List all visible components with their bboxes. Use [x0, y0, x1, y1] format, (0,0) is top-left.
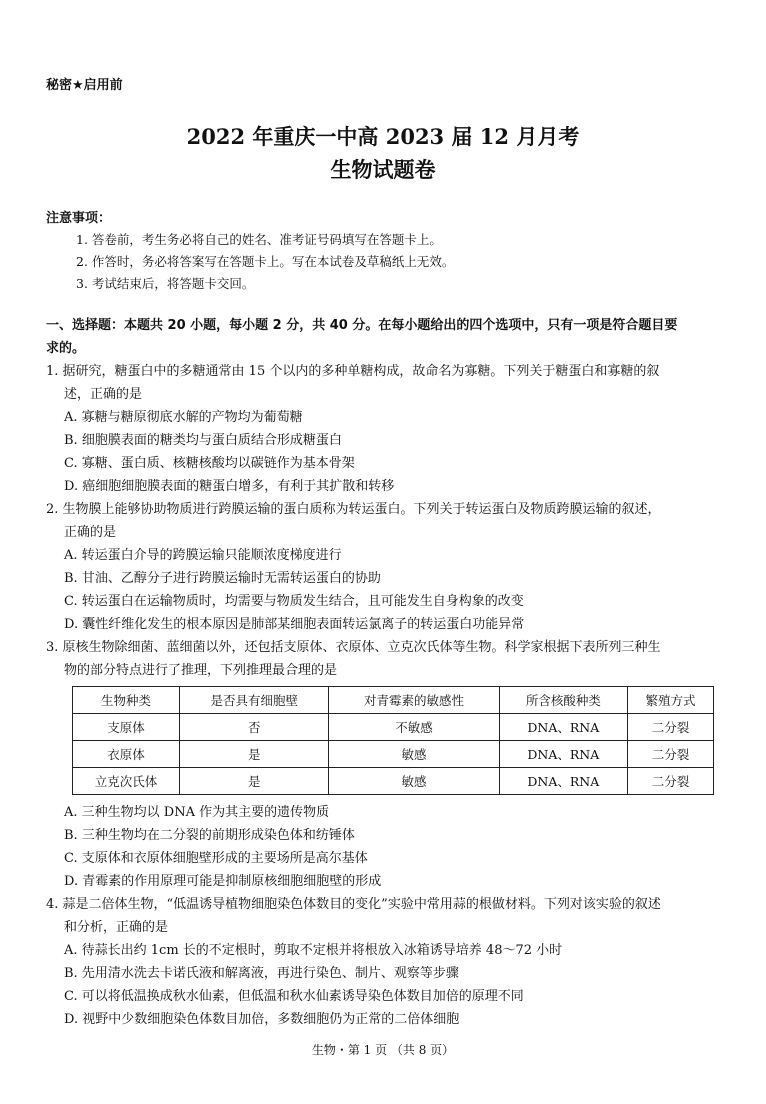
table-header-cell: 所含核酸种类 [499, 687, 627, 714]
table-cell: 否 [180, 714, 329, 741]
section-heading-line: 求的。 [46, 341, 86, 356]
option: D. 青霉素的作用原理可能是抑制原核细胞细胞壁的形成 [64, 874, 382, 889]
option: C. 可以将低温换成秋水仙素，但低温和秋水仙素诱导染色体数目加倍的原理不同 [64, 989, 524, 1004]
table-cell: 是 [180, 741, 329, 768]
table-cell: 敏感 [329, 741, 499, 768]
table-cell: 支原体 [73, 714, 180, 741]
table-row [73, 741, 714, 768]
question-stem: 正确的是 [64, 525, 117, 540]
table-header-cell: 生物种类 [73, 687, 180, 714]
question-stem: 3. 原核生物除细菌、蓝细菌以外，还包括支原体、衣原体、立克次氏体等生物。科学家根据下表所列三种生 [46, 640, 661, 655]
option: B. 先用清水洗去卡诺氏液和解离液，再进行染色、制片、观察等步骤 [64, 966, 459, 981]
table-cell: 二分裂 [627, 768, 713, 795]
option: B. 三种生物均在二分裂的前期形成染色体和纺锤体 [64, 828, 355, 843]
table-cell: 二分裂 [627, 741, 713, 768]
table-cell: 不敏感 [329, 714, 499, 741]
option: D. 视野中少数细胞染色体数目加倍，多数细胞仍为正常的二倍体细胞 [64, 1012, 460, 1027]
notice-heading: 注意事项： [46, 211, 112, 226]
option: A. 转运蛋白介导的跨膜运输只能顺浓度梯度进行 [64, 548, 342, 563]
table-cell: DNA、RNA [499, 768, 627, 795]
table-cell: DNA、RNA [499, 741, 627, 768]
table-row [73, 714, 714, 741]
table-cell: 衣原体 [73, 741, 180, 768]
question-stem: 和分析，正确的是 [64, 920, 169, 935]
option: A. 待蒜长出约 1cm 长的不定根时，剪取不定根并将根放入冰箱诱导培养 48～72 小时 [64, 943, 563, 958]
table-cell: 二分裂 [627, 714, 713, 741]
option: C. 支原体和衣原体细胞壁形成的主要场所是高尔基体 [64, 851, 368, 866]
option: B. 甘油、乙醇分子进行跨膜运输时无需转运蛋白的协助 [64, 571, 381, 586]
option: C. 转运蛋白在运输物质时，均需要与物质发生结合，且可能发生自身构象的改变 [64, 594, 524, 609]
option: D. 囊性纤维化发生的根本原因是肺部某细胞表面转运氯离子的转运蛋白功能异常 [64, 617, 525, 632]
option: A. 寡糖与糖原彻底水解的产物均为葡萄糖 [64, 410, 303, 425]
confidential-mark: 秘密★启用前 [46, 78, 123, 93]
table-header-cell: 是否具有细胞壁 [180, 687, 329, 714]
notice-item: 1. 答卷前，考生务必将自己的姓名、准考证号码填写在答题卡上。 [76, 232, 442, 247]
page-footer: 生物・第 1 页 （共 8 页） [311, 1043, 455, 1057]
organism-table [72, 686, 714, 795]
table-cell: 敏感 [329, 768, 499, 795]
table-header-cell: 繁殖方式 [627, 687, 713, 714]
paper-title: 生物试题卷 [330, 157, 436, 182]
option: D. 癌细胞细胞膜表面的糖蛋白增多，有利于其扩散和转移 [64, 479, 395, 494]
question-stem: 4. 蒜是二倍体生物，“低温诱导植物细胞染色体数目的变化”实验中常用蒜的根做材料。下列对该实验的叙述 [46, 897, 661, 912]
notice-item: 3. 考试结束后，将答题卡交回。 [76, 276, 255, 291]
exam-title: 2022 年重庆一中高 2023 届 12 月月考 [186, 124, 580, 149]
question-stem: 述，正确的是 [64, 387, 143, 402]
question-stem: 1. 据研究，糖蛋白中的多糖通常由 15 个以内的多种单糖构成，故命名为寡糖。下列关于糖蛋白和寡糖的叙 [46, 364, 660, 379]
section-heading-line: 一、选择题：本题共 20 小题，每小题 2 分，共 40 分。在每小题给出的四个选项中，只有一项是符合题目要 [46, 318, 678, 333]
question-stem: 物的部分特点进行了推理，下列推理最合理的是 [64, 663, 338, 678]
option: A. 三种生物均以 DNA 作为其主要的遗传物质 [64, 805, 330, 820]
table-header-cell: 对青霉素的敏感性 [329, 687, 499, 714]
notice-item: 2. 作答时，务必将答案写在答题卡上。写在本试卷及草稿纸上无效。 [76, 254, 455, 269]
option: C. 寡糖、蛋白质、核糖核酸均以碳链作为基本骨架 [64, 456, 355, 471]
table-cell: 立克次氏体 [73, 768, 180, 795]
section-heading [46, 314, 726, 360]
table-cell: DNA、RNA [499, 714, 627, 741]
table-cell: 是 [180, 768, 329, 795]
table-row [73, 768, 714, 795]
option: B. 细胞膜表面的糖类均与蛋白质结合形成糖蛋白 [64, 433, 342, 448]
question-stem: 2. 生物膜上能够协助物质进行跨膜运输的蛋白质称为转运蛋白。下列关于转运蛋白及物质跨膜运输的叙述， [46, 502, 661, 517]
table-header-row [73, 687, 714, 714]
